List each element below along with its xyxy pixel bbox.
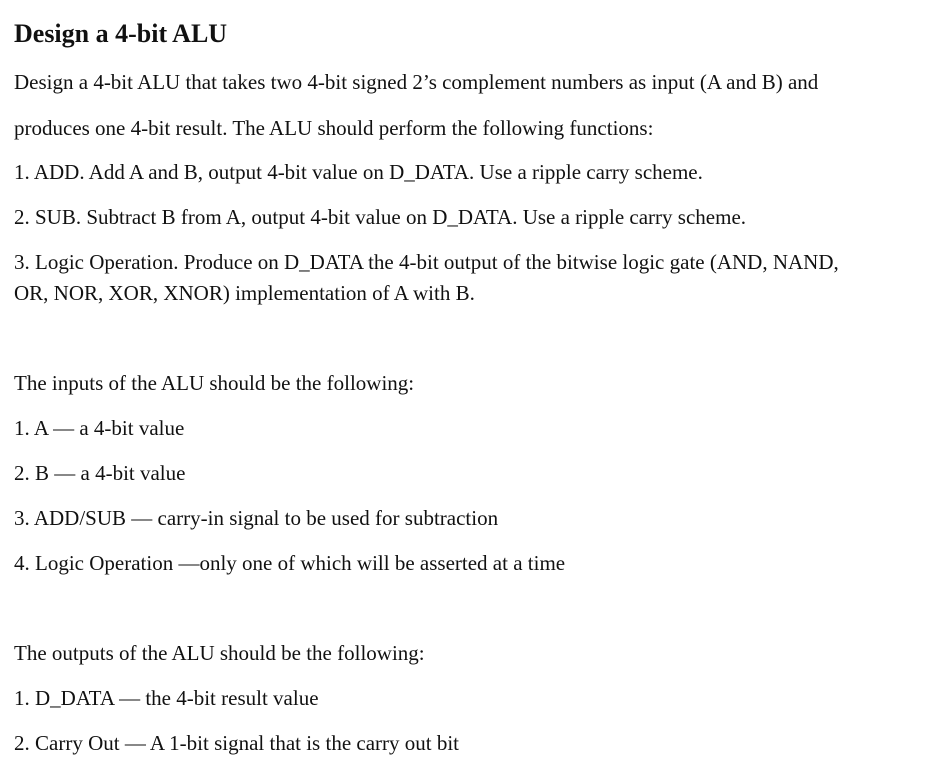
outputs-heading: The outputs of the ALU should be the following: <box>14 641 425 665</box>
input-item-a: 1. A — a 4-bit value <box>14 416 185 440</box>
function-item-sub: 2. SUB. Subtract B from A, output 4-bit value on D_DATA. Use a ripple carry scheme. <box>14 205 747 229</box>
input-item-add-sub: 3. ADD/SUB — carry-in signal to be used for subtraction <box>14 506 499 530</box>
output-item-carry-out: 2. Carry Out — A 1-bit signal that is the carry out bit <box>14 731 460 755</box>
inputs-heading: The inputs of the ALU should be the following: <box>14 371 415 395</box>
function-item-logic-line-2: OR, NOR, XOR, XNOR) implementation of A with B. <box>14 281 475 305</box>
input-item-logic-operation: 4. Logic Operation —only one of which will be asserted at a time <box>14 551 566 575</box>
intro-line-1: Design a 4-bit ALU that takes two 4-bit signed 2’s complement numbers as input (A and B) and <box>14 70 819 94</box>
function-item-logic-line-1: 3. Logic Operation. Produce on D_DATA the 4-bit output of the bitwise logic gate (AND, NAND, <box>14 250 839 274</box>
output-item-d-data: 1. D_DATA — the 4-bit result value <box>14 686 319 710</box>
document-title: Design a 4-bit ALU <box>14 19 228 48</box>
intro-line-2: produces one 4-bit result. The ALU should perform the following functions: <box>14 116 654 140</box>
input-item-b: 2. B — a 4-bit value <box>14 461 186 485</box>
function-item-add: 1. ADD. Add A and B, output 4-bit value on D_DATA. Use a ripple carry scheme. <box>14 160 703 184</box>
